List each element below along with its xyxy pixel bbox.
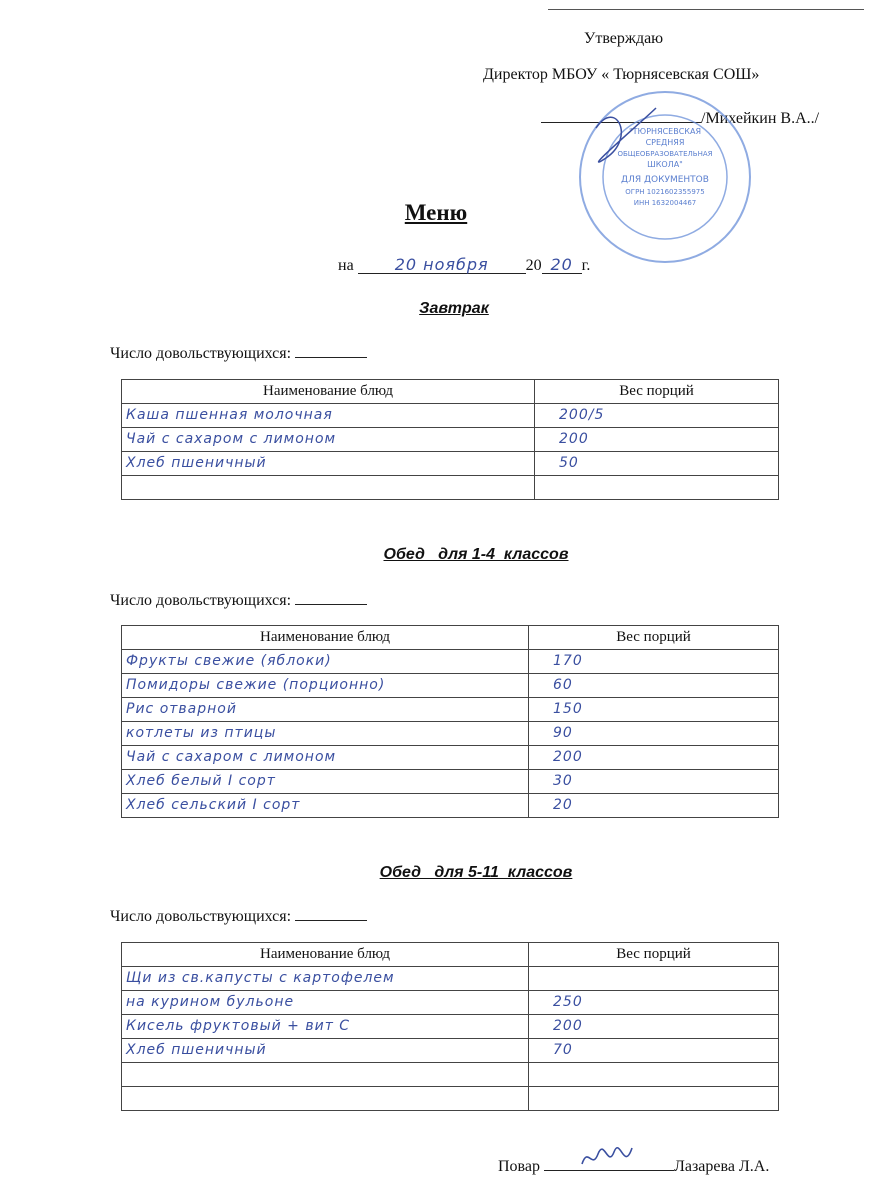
date-day-month: 20 ноября — [358, 255, 526, 274]
dish-weight: 30 — [553, 773, 573, 789]
dish-weight: 20 — [553, 797, 573, 813]
date-prefix: на — [338, 257, 354, 274]
lunch-5-11-count-blank — [295, 906, 367, 921]
table-row — [122, 770, 779, 794]
table-row — [122, 1039, 779, 1063]
dish-name: Хлеб пшеничный — [126, 455, 267, 471]
breakfast-table — [121, 379, 779, 500]
dish-weight: 70 — [553, 1042, 573, 1058]
date-suffix: г. — [581, 257, 591, 274]
table-header-row — [122, 380, 779, 404]
table-row — [122, 428, 779, 452]
dish-weight: 170 — [553, 653, 583, 669]
lunch-5-11-count — [110, 906, 367, 926]
table-row — [122, 794, 779, 818]
director-name: /Михейкин В.А../ — [701, 110, 820, 127]
dish-weight: 200 — [553, 749, 583, 765]
stamp-line-6: ОГРН 1021602355975 — [625, 188, 705, 196]
stamp-line-7: ИНН 1632004467 — [633, 199, 697, 207]
dish-name: Чай с сахаром с лимоном — [126, 749, 337, 765]
top-rule — [548, 9, 864, 10]
page-title: Меню — [404, 200, 468, 225]
dish-name: Хлеб пшеничный — [126, 1042, 267, 1058]
lunch-1-4-title: Обед для 1-4 классов — [383, 546, 569, 563]
table-row — [122, 674, 779, 698]
table-row — [122, 404, 779, 428]
table-row — [122, 991, 779, 1015]
cook-signature-row — [498, 1154, 769, 1176]
col-weight-header: Вес порций — [535, 380, 779, 404]
date-year-suffix: 20 — [542, 255, 582, 274]
dish-name: Помидоры свежие (порционно) — [126, 677, 386, 693]
lunch-1-4-table — [121, 625, 779, 818]
approve-label: Утверждаю — [584, 30, 664, 47]
stamp-line-4: ШКОЛА" — [647, 160, 683, 169]
dish-name: Фрукты свежие (яблоки) — [126, 653, 332, 669]
stamp-line-1: "ТЮРНЯСЕВСКАЯ — [628, 127, 702, 136]
dish-name: котлеты из птицы — [126, 725, 277, 741]
col-weight-header: Вес порций — [529, 943, 779, 967]
dish-weight: 200/5 — [559, 407, 605, 423]
dish-weight: 60 — [553, 677, 573, 693]
cook-signature-scribble — [578, 1142, 638, 1174]
cook-label: Повар — [498, 1158, 540, 1175]
table-row — [122, 722, 779, 746]
date-line — [338, 255, 590, 275]
table-row — [122, 1063, 779, 1087]
dish-weight: 90 — [553, 725, 573, 741]
cook-name: Лазарева Л.А. — [674, 1158, 770, 1175]
dish-name: на курином бульоне — [126, 994, 295, 1010]
table-header-row — [122, 943, 779, 967]
table-row — [122, 1087, 779, 1111]
director-title: Директор МБОУ « Тюрнясевская СОШ» — [483, 66, 760, 83]
table-row — [122, 650, 779, 674]
dish-name: Хлеб сельский I сорт — [126, 797, 301, 813]
breakfast-title: Завтрак — [419, 300, 489, 317]
dish-weight: 150 — [553, 701, 583, 717]
col-dish-header: Наименование блюд — [122, 626, 529, 650]
breakfast-count-label: Число довольствующихся: — [110, 345, 292, 362]
table-row — [122, 698, 779, 722]
lunch-1-4-count-blank — [295, 590, 367, 605]
dish-weight: 250 — [553, 994, 583, 1010]
table-row — [122, 746, 779, 770]
stamp-line-3: ОБЩЕОБРАЗОВАТЕЛЬНАЯ — [617, 150, 713, 158]
stamp-line-2: СРЕДНЯЯ — [645, 138, 685, 147]
lunch-5-11-table — [121, 942, 779, 1111]
lunch-5-11-count-label: Число довольствующихся: — [110, 908, 292, 925]
dish-name: Рис отварной — [126, 701, 237, 717]
cook-signature-line — [544, 1154, 674, 1171]
school-stamp — [576, 88, 754, 266]
dish-name: Кисель фруктовый + вит С — [126, 1018, 351, 1034]
table-header-row — [122, 626, 779, 650]
lunch-1-4-count-label: Число довольствующихся: — [110, 592, 292, 609]
dish-name: Чай с сахаром с лимоном — [126, 431, 337, 447]
table-row — [122, 476, 779, 500]
lunch-1-4-count — [110, 590, 367, 610]
table-row — [122, 967, 779, 991]
breakfast-count-blank — [295, 343, 367, 358]
dish-name: Каша пшенная молочная — [126, 407, 333, 423]
dish-name: Щи из св.капусты с картофелем — [126, 970, 395, 986]
date-year-prefix: 20 — [525, 257, 542, 274]
dish-weight: 200 — [553, 1018, 583, 1034]
col-weight-header: Вес порций — [529, 626, 779, 650]
dish-weight: 50 — [559, 455, 579, 471]
col-dish-header: Наименование блюд — [122, 380, 535, 404]
stamp-line-5: ДЛЯ ДОКУМЕНТОВ — [621, 175, 709, 185]
table-row — [122, 1015, 779, 1039]
dish-weight: 200 — [559, 431, 589, 447]
table-row — [122, 452, 779, 476]
lunch-5-11-title: Обед для 5-11 классов — [379, 864, 573, 881]
breakfast-count — [110, 343, 367, 363]
col-dish-header: Наименование блюд — [122, 943, 529, 967]
dish-name: Хлеб белый I сорт — [126, 773, 276, 789]
